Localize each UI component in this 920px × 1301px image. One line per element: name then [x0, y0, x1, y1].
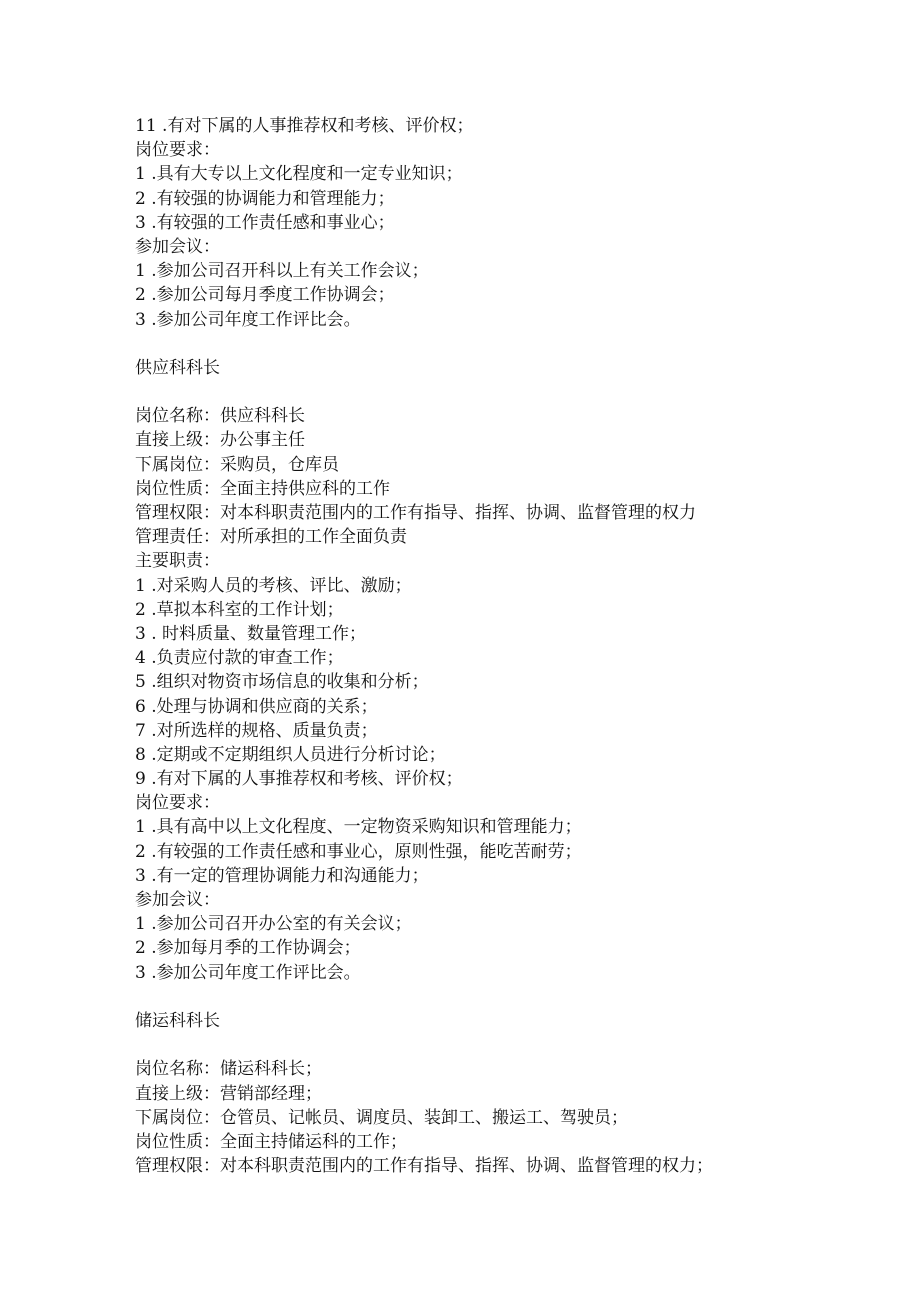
management-authority: 管理权限：对本科职责范围内的工作有指导、指挥、协调、监督管理的权力； — [135, 1156, 713, 1177]
duty-item: 2 .草拟本科室的工作计划； — [135, 599, 344, 620]
spacer — [135, 332, 835, 356]
position-name: 岗位名称：储运科科长； — [135, 1059, 322, 1080]
requirement-item: 3 .有一定的管理协调能力和沟通能力； — [135, 865, 429, 886]
requirements-heading: 岗位要求： — [135, 140, 220, 161]
document-page — [135, 114, 835, 1178]
duty-item: 5 .组织对物资市场信息的收集和分析； — [135, 672, 429, 693]
requirement-item: 3 .有较强的工作责任感和事业心； — [135, 212, 395, 233]
subordinate-positions: 下属岗位：采购员，仓库员 — [135, 454, 339, 475]
management-authority: 管理权限：对本科职责范围内的工作有指导、指挥、协调、监督管理的权力 — [135, 503, 696, 523]
position-nature: 岗位性质：全面主持储运科的工作； — [135, 1131, 407, 1152]
section-continued — [135, 114, 835, 332]
meetings-heading: 参加会议： — [135, 236, 220, 257]
duty-item: 3 . 时料质量、数量管理工作； — [135, 623, 367, 644]
duty-item: 9 .有对下属的人事推荐权和考核、评价权； — [135, 769, 463, 790]
duty-item: 6 .处理与协调和供应商的关系； — [135, 696, 378, 717]
duty-item: 1 .对采购人员的考核、评比、激励； — [135, 575, 412, 596]
meeting-item: 1 .参加公司召开科以上有关工作会议； — [135, 261, 429, 282]
requirement-item: 1 .具有高中以上文化程度、一定物资采购知识和管理能力； — [135, 817, 582, 838]
requirement-item: 2 .有较强的工作责任感和事业心，原则性强，能吃苦耐劳； — [135, 841, 582, 862]
duty-item: 11 .有对下属的人事推荐权和考核、评价权； — [135, 116, 474, 136]
duty-item: 8 .定期或不定期组织人员进行分析讨论； — [135, 744, 446, 765]
spacer — [135, 1033, 835, 1057]
section-supply-chief — [135, 356, 835, 985]
position-name: 岗位名称：供应科科长 — [135, 406, 305, 427]
direct-superior: 直接上级：营销部经理； — [135, 1083, 322, 1104]
direct-superior: 直接上级：办公事主任 — [135, 430, 305, 451]
section-heading: 储运科科长 — [135, 1010, 220, 1031]
spacer — [135, 985, 835, 1009]
position-nature: 岗位性质：全面主持供应科的工作 — [135, 478, 390, 499]
meeting-item: 3 .参加公司年度工作评比会。 — [135, 962, 361, 983]
section-storage-chief — [135, 1009, 835, 1178]
meeting-item: 2 .参加公司每月季度工作协调会； — [135, 285, 395, 306]
duty-item: 7 .对所选样的规格、质量负责； — [135, 720, 378, 741]
meeting-item: 2 .参加每月季的工作协调会； — [135, 938, 361, 959]
management-responsibility: 管理责任：对所承担的工作全面负责 — [135, 527, 407, 548]
meeting-item: 3 .参加公司年度工作评比会。 — [135, 309, 361, 330]
duty-item: 4 .负责应付款的审查工作； — [135, 648, 344, 669]
subordinate-positions: 下属岗位：仓管员、记帐员、调度员、装卸工、搬运工、驾驶员； — [135, 1107, 628, 1128]
meeting-item: 1 .参加公司召开办公室的有关会议； — [135, 914, 412, 935]
requirement-item: 2 .有较强的协调能力和管理能力； — [135, 188, 395, 209]
spacer — [135, 380, 835, 404]
requirements-heading: 岗位要求： — [135, 793, 220, 814]
meetings-heading: 参加会议： — [135, 890, 220, 910]
requirement-item: 1 .具有大专以上文化程度和一定专业知识； — [135, 164, 463, 185]
section-heading: 供应科科长 — [135, 357, 220, 378]
main-duties-heading: 主要职责： — [135, 551, 220, 572]
